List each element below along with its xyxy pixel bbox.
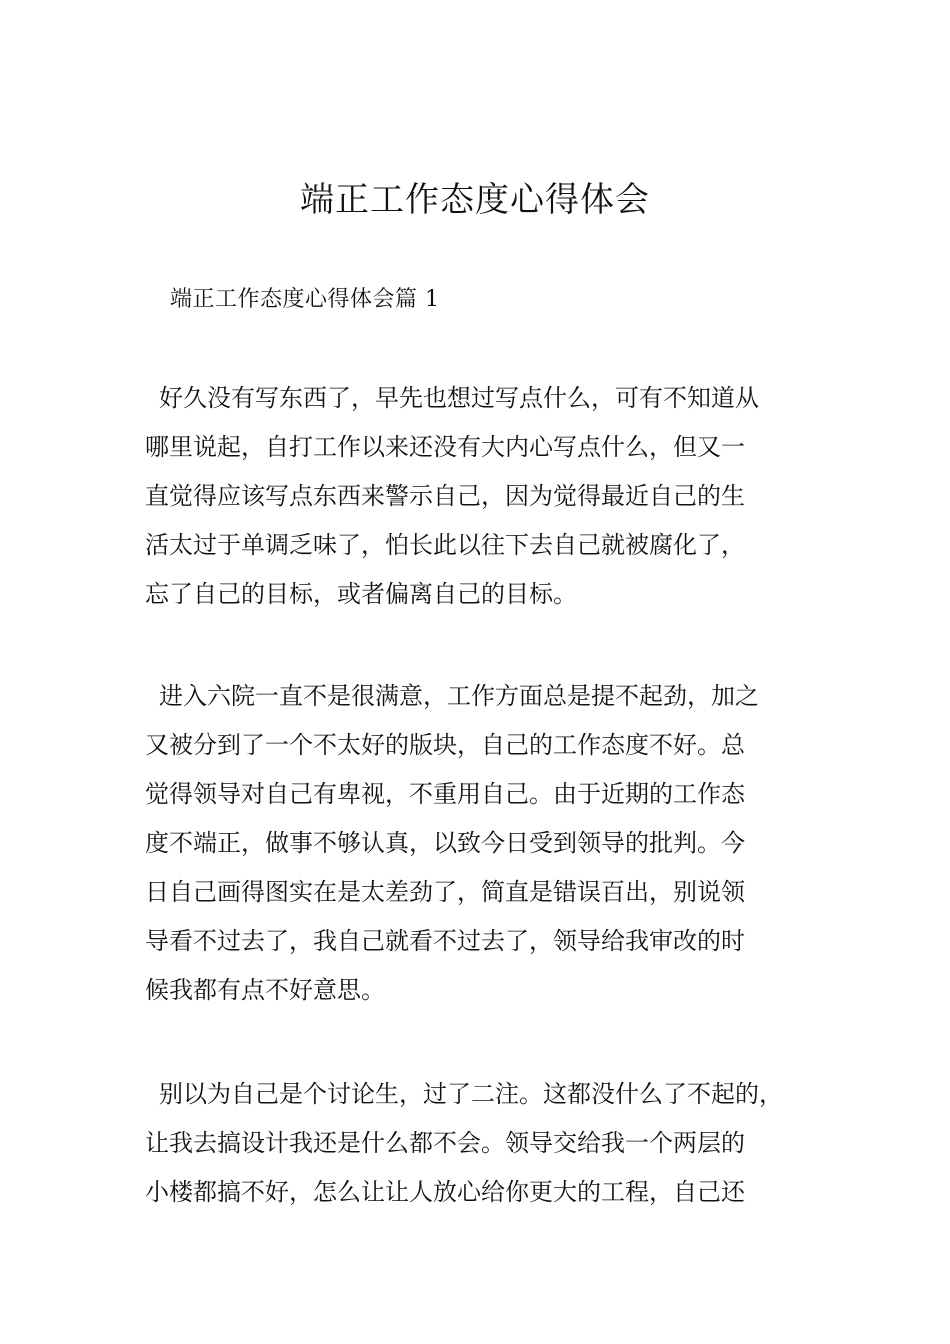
paragraph-line: 又被分到了一个不太好的版块，自己的工作态度不好。总 — [145, 731, 745, 759]
paragraph-line: 日自己画得图实在是太差劲了，简直是错误百出，别说领 — [145, 878, 745, 906]
paragraph-1 — [145, 374, 825, 619]
paragraph-3 — [145, 1070, 825, 1217]
paragraph-line: 让我去搞设计我还是什么都不会。领导交给我一个两层的 — [145, 1129, 745, 1157]
document-title: 端正工作态度心得体会 — [300, 180, 650, 220]
paragraph-line: 候我都有点不好意思。 — [145, 976, 385, 1004]
paragraph-2 — [145, 672, 825, 1015]
paragraph-line: 忘了自己的目标，或者偏离自己的目标。 — [145, 580, 577, 608]
paragraph-line: 直觉得应该写点东西来警示自己，因为觉得最近自己的生 — [145, 482, 745, 510]
section-heading: 端正工作态度心得体会篇 1 — [170, 287, 440, 312]
paragraph-line: 小楼都搞不好，怎么让让人放心给你更大的工程，自己还 — [145, 1178, 745, 1206]
paragraph-line: 别以为自己是个讨论生，过了二注。这都没什么了不起的， — [159, 1080, 783, 1108]
paragraph-line: 度不端正，做事不够认真，以致今日受到领导的批判。今 — [145, 829, 745, 857]
paragraph-line: 活太过于单调乏味了，怕长此以往下去自己就被腐化了， — [145, 531, 745, 559]
paragraph-line: 哪里说起，自打工作以来还没有大内心写点什么，但又一 — [145, 433, 745, 461]
paragraph-line: 进入六院一直不是很满意，工作方面总是提不起劲，加之 — [159, 682, 759, 710]
paragraph-line: 导看不过去了，我自己就看不过去了，领导给我审改的时 — [145, 927, 745, 955]
paragraph-line: 好久没有写东西了，早先也想过写点什么，可有不知道从 — [159, 384, 759, 412]
paragraph-line: 觉得领导对自己有卑视，不重用自己。由于近期的工作态 — [145, 780, 745, 808]
